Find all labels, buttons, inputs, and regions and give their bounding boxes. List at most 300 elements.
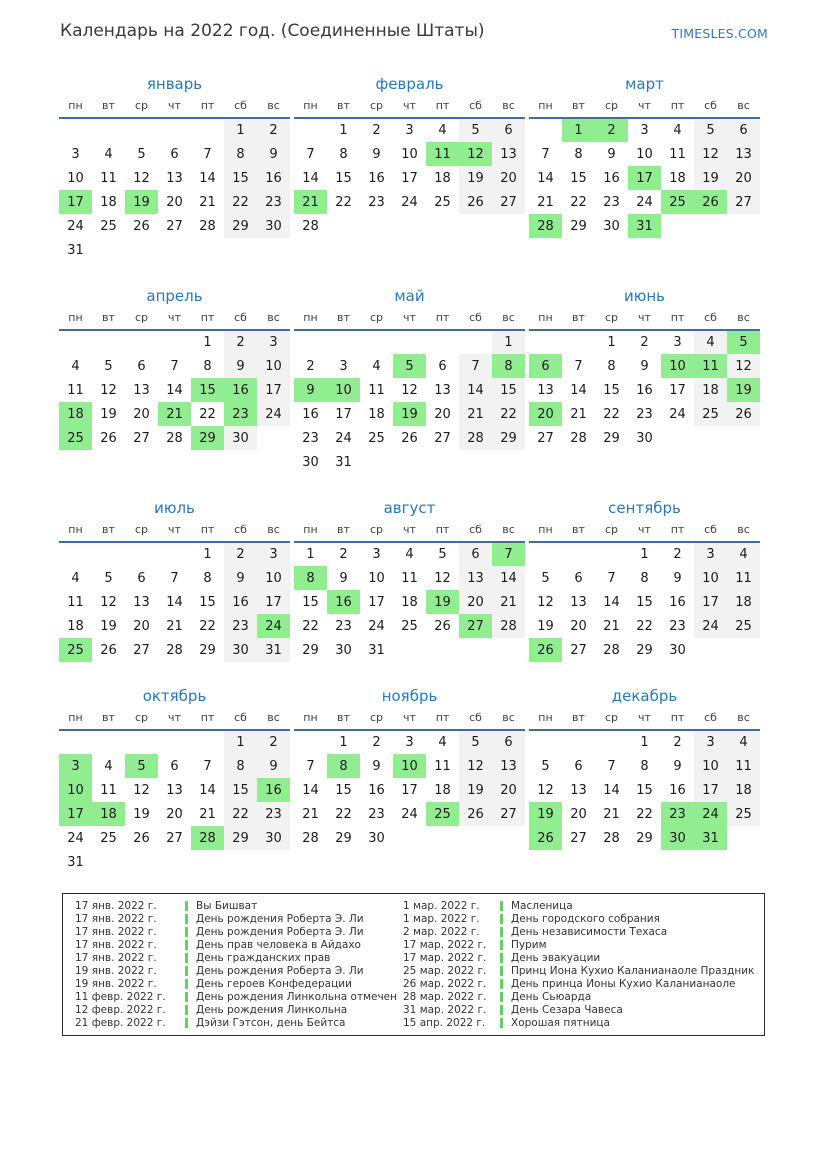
day-cell: 22 (199, 618, 216, 634)
holiday-date: 17 янв. 2022 г. (75, 912, 157, 925)
weekday-header: вс (727, 708, 760, 730)
day-cell: 11 (401, 570, 418, 586)
day-cell: 5 (104, 358, 113, 374)
day-cell: 27 (492, 802, 525, 826)
day-cell: 16 (302, 406, 319, 422)
day-cell: 4 (104, 758, 113, 774)
day-cell: 3 (257, 542, 290, 566)
day-cell: 4 (71, 570, 80, 586)
day-cell: 1 (339, 123, 348, 138)
weekday-header: пн (529, 308, 562, 330)
day-cell: 17 (401, 170, 418, 186)
weekday-header: вт (327, 96, 360, 118)
month-title: ноябрь (381, 687, 438, 705)
weekday-header: пт (426, 96, 459, 118)
weekday-header: ср (360, 308, 393, 330)
day-cell (459, 214, 492, 238)
holiday-row (403, 1016, 764, 1029)
day-cell: 13 (166, 170, 183, 186)
day-cell: 18 (368, 406, 385, 422)
day-cell: 21 (294, 190, 327, 214)
day-cell: 11 (694, 354, 727, 378)
holiday-date: 15 апр. 2022 г. (403, 1016, 486, 1029)
day-cell: 9 (224, 354, 257, 378)
day-cell: 26 (133, 830, 150, 846)
day-cell: 4 (727, 542, 760, 566)
day-cell (59, 118, 92, 142)
day-cell: 24 (67, 830, 84, 846)
holiday-marker-bar (500, 914, 503, 924)
day-cell: 6 (438, 358, 447, 374)
day-cell: 3 (59, 754, 92, 778)
holiday-date: 11 февр. 2022 г. (75, 990, 166, 1003)
day-cell: 4 (104, 146, 113, 162)
day-cell: 8 (640, 758, 649, 774)
weekday-header: ср (595, 308, 628, 330)
day-cell: 14 (199, 170, 216, 186)
day-cell: 11 (434, 758, 451, 774)
day-cell: 24 (694, 802, 727, 826)
day-cell: 8 (339, 146, 348, 162)
day-cell: 12 (537, 594, 554, 610)
day-cell: 3 (405, 735, 414, 750)
day-cell: 10 (257, 566, 290, 590)
day-cell: 13 (492, 142, 525, 166)
day-cell (158, 118, 191, 142)
day-cell: 2 (595, 118, 628, 142)
day-cell (595, 730, 628, 754)
day-cell (661, 426, 694, 450)
day-cell: 27 (727, 190, 760, 214)
day-cell: 6 (574, 570, 583, 586)
day-cell: 25 (434, 194, 451, 210)
holiday-date: 19 янв. 2022 г. (75, 964, 157, 977)
day-cell (92, 238, 125, 262)
day-cell (257, 850, 290, 874)
holidays-column (75, 899, 403, 1030)
weekday-header: вс (492, 708, 525, 730)
weekday-header: вс (492, 308, 525, 330)
day-cell: 3 (339, 358, 348, 374)
day-cell: 19 (426, 590, 459, 614)
day-cell: 24 (694, 614, 727, 638)
day-cell: 3 (257, 330, 290, 354)
day-cell: 30 (335, 642, 352, 658)
weekday-header: вт (562, 96, 595, 118)
holiday-name: Хорошая пятница (511, 1016, 610, 1029)
day-cell: 24 (257, 402, 290, 426)
day-cell: 21 (199, 194, 216, 210)
day-cell: 18 (727, 590, 760, 614)
day-cell: 8 (203, 358, 212, 374)
month-title: август (383, 499, 436, 517)
day-cell: 11 (67, 382, 84, 398)
holiday-name: День независимости Техаса (511, 925, 668, 938)
holiday-row (403, 899, 764, 912)
day-cell: 29 (570, 218, 587, 234)
day-cell: 23 (636, 406, 653, 422)
day-cell: 14 (492, 566, 525, 590)
day-cell: 7 (492, 542, 525, 566)
holiday-row (75, 899, 403, 912)
months-grid (57, 72, 762, 874)
day-cell: 19 (727, 378, 760, 402)
month-grid (529, 708, 760, 850)
weekday-header: вт (92, 708, 125, 730)
day-cell: 3 (694, 542, 727, 566)
day-cell: 28 (302, 218, 319, 234)
day-cell (125, 730, 158, 754)
month-title: февраль (375, 75, 444, 93)
day-cell: 7 (607, 570, 616, 586)
day-cell: 19 (694, 166, 727, 190)
day-cell (125, 542, 158, 566)
day-cell: 19 (133, 806, 150, 822)
holiday-row (75, 951, 403, 964)
day-cell (125, 238, 158, 262)
day-cell: 31 (67, 854, 84, 870)
day-cell: 8 (327, 754, 360, 778)
day-cell: 30 (669, 642, 686, 658)
weekday-header: сб (224, 708, 257, 730)
month-title: сентябрь (608, 499, 681, 517)
day-cell: 28 (166, 430, 183, 446)
day-cell (393, 826, 426, 850)
day-cell: 4 (727, 730, 760, 754)
month-title: январь (146, 75, 203, 93)
day-cell: 25 (100, 830, 117, 846)
day-cell: 5 (541, 758, 550, 774)
day-cell: 31 (628, 214, 661, 238)
weekday-header: вс (257, 96, 290, 118)
day-cell: 2 (306, 358, 315, 374)
day-cell: 6 (170, 758, 179, 774)
day-cell: 28 (166, 642, 183, 658)
day-cell: 22 (570, 194, 587, 210)
weekday-header: ср (360, 96, 393, 118)
holiday-row (403, 964, 764, 977)
weekday-header: пн (294, 308, 327, 330)
day-cell: 15 (335, 170, 352, 186)
day-cell: 7 (574, 358, 583, 374)
day-cell: 20 (434, 406, 451, 422)
day-cell: 13 (133, 382, 150, 398)
weekday-header: вт (562, 520, 595, 542)
weekday-header: пт (426, 708, 459, 730)
holiday-row (75, 912, 403, 925)
day-cell: 14 (166, 382, 183, 398)
weekday-header: вт (92, 96, 125, 118)
day-cell: 7 (203, 146, 212, 162)
day-cell: 1 (339, 735, 348, 750)
day-cell: 8 (640, 570, 649, 586)
day-cell (327, 214, 360, 238)
day-cell: 27 (133, 430, 150, 446)
day-cell (257, 426, 290, 450)
day-cell: 10 (401, 146, 418, 162)
day-cell: 11 (100, 170, 117, 186)
day-cell: 17 (335, 406, 352, 422)
day-cell: 17 (694, 590, 727, 614)
day-cell: 13 (459, 566, 492, 590)
day-cell (191, 118, 224, 142)
holiday-name: День рождения Роберта Э. Ли (196, 925, 364, 938)
day-cell: 27 (133, 642, 150, 658)
day-cell (727, 214, 760, 238)
day-cell: 30 (224, 638, 257, 662)
day-cell (257, 238, 290, 262)
weekday-header: ср (125, 96, 158, 118)
day-cell: 28 (570, 430, 587, 446)
weekday-header: пт (426, 520, 459, 542)
day-cell (426, 214, 459, 238)
day-cell: 24 (669, 406, 686, 422)
day-cell: 30 (257, 214, 290, 238)
day-cell: 29 (191, 426, 224, 450)
day-cell: 14 (166, 594, 183, 610)
day-cell (327, 330, 360, 354)
day-cell: 30 (224, 426, 257, 450)
holiday-date: 12 февр. 2022 г. (75, 1003, 166, 1016)
day-cell: 6 (529, 354, 562, 378)
day-cell: 2 (372, 123, 381, 138)
day-cell (393, 638, 426, 662)
weekday-header: чт (158, 520, 191, 542)
day-cell: 12 (694, 142, 727, 166)
day-cell: 27 (570, 830, 587, 846)
day-cell: 11 (669, 146, 686, 162)
day-cell: 12 (100, 594, 117, 610)
day-cell: 19 (537, 618, 554, 634)
holiday-marker-bar (185, 940, 188, 950)
day-cell: 8 (607, 358, 616, 374)
day-cell: 9 (372, 758, 381, 774)
weekday-header: вс (257, 708, 290, 730)
weekday-header: чт (628, 308, 661, 330)
day-cell: 7 (541, 146, 550, 162)
month-grid (294, 520, 525, 662)
holiday-marker-bar (185, 953, 188, 963)
day-cell: 23 (335, 618, 352, 634)
day-cell (158, 730, 191, 754)
holiday-marker-bar (500, 1005, 503, 1015)
weekday-header: ср (360, 708, 393, 730)
holiday-date: 1 мар. 2022 г. (403, 899, 480, 912)
day-cell: 31 (257, 638, 290, 662)
day-cell (529, 118, 562, 142)
weekday-header: чт (393, 520, 426, 542)
day-cell: 29 (199, 642, 216, 658)
day-cell (459, 638, 492, 662)
weekday-header: вс (492, 96, 525, 118)
holiday-name: День прав человека в Айдахо (196, 938, 361, 951)
day-cell: 17 (257, 590, 290, 614)
day-cell (727, 826, 760, 850)
day-cell: 25 (59, 638, 92, 662)
day-cell: 28 (603, 642, 620, 658)
day-cell: 8 (294, 566, 327, 590)
holiday-date: 2 мар. 2022 г. (403, 925, 480, 938)
day-cell: 23 (257, 802, 290, 826)
day-cell: 27 (434, 430, 451, 446)
day-cell: 27 (166, 830, 183, 846)
day-cell: 31 (335, 454, 352, 470)
day-cell: 6 (137, 358, 146, 374)
day-cell: 26 (694, 190, 727, 214)
weekday-header: вт (327, 520, 360, 542)
day-cell: 29 (603, 430, 620, 446)
day-cell: 20 (459, 590, 492, 614)
day-cell: 19 (393, 402, 426, 426)
day-cell: 26 (100, 430, 117, 446)
day-cell: 20 (492, 778, 525, 802)
holiday-row (75, 1003, 403, 1016)
weekday-header: чт (158, 708, 191, 730)
holidays-box (62, 893, 765, 1036)
month-grid (294, 308, 525, 474)
day-cell: 2 (257, 730, 290, 754)
day-cell: 19 (100, 406, 117, 422)
day-cell: 16 (669, 594, 686, 610)
day-cell: 24 (257, 614, 290, 638)
day-cell: 25 (727, 802, 760, 826)
day-cell: 17 (59, 190, 92, 214)
day-cell (360, 330, 393, 354)
day-cell: 29 (224, 826, 257, 850)
day-cell (492, 638, 525, 662)
weekday-header: чт (393, 308, 426, 330)
day-cell: 5 (459, 730, 492, 754)
day-cell: 20 (529, 402, 562, 426)
day-cell: 25 (426, 802, 459, 826)
day-cell: 3 (694, 730, 727, 754)
weekday-header: пт (191, 96, 224, 118)
day-cell: 21 (537, 194, 554, 210)
day-cell: 16 (327, 590, 360, 614)
holiday-date: 17 мар. 2022 г. (403, 951, 487, 964)
day-cell (393, 330, 426, 354)
weekday-header: ср (595, 708, 628, 730)
day-cell: 9 (607, 146, 616, 162)
day-cell (426, 826, 459, 850)
day-cell: 24 (368, 618, 385, 634)
day-cell: 7 (170, 358, 179, 374)
month-calendar (57, 72, 292, 262)
holiday-name: Вы Бишват (196, 899, 258, 912)
holiday-date: 19 янв. 2022 г. (75, 977, 157, 990)
holiday-name: Масленица (511, 899, 573, 912)
weekday-header: чт (158, 308, 191, 330)
day-cell (360, 214, 393, 238)
day-cell: 22 (302, 618, 319, 634)
day-cell (191, 850, 224, 874)
day-cell: 10 (67, 170, 84, 186)
day-cell (661, 214, 694, 238)
day-cell: 25 (727, 614, 760, 638)
day-cell: 5 (393, 354, 426, 378)
day-cell: 15 (302, 594, 319, 610)
day-cell: 25 (100, 218, 117, 234)
month-grid (59, 308, 290, 450)
day-cell: 23 (224, 614, 257, 638)
day-cell (294, 730, 327, 754)
month-calendar (57, 284, 292, 450)
day-cell: 3 (71, 146, 80, 162)
month-grid (294, 96, 525, 238)
weekday-header: пт (661, 520, 694, 542)
day-cell: 22 (636, 806, 653, 822)
holiday-marker-bar (185, 914, 188, 924)
weekday-header: пт (191, 520, 224, 542)
day-cell: 6 (459, 542, 492, 566)
day-cell: 5 (125, 754, 158, 778)
day-cell (59, 730, 92, 754)
month-calendar (527, 284, 762, 450)
day-cell: 12 (459, 142, 492, 166)
day-cell: 1 (224, 118, 257, 142)
day-cell: 28 (529, 214, 562, 238)
day-cell: 2 (673, 735, 682, 750)
day-cell: 15 (636, 594, 653, 610)
day-cell: 20 (570, 618, 587, 634)
holiday-date: 21 февр. 2022 г. (75, 1016, 166, 1029)
holidays-column (403, 899, 764, 1030)
day-cell: 11 (368, 382, 385, 398)
day-cell: 15 (636, 782, 653, 798)
holiday-row (403, 912, 764, 925)
day-cell: 9 (673, 758, 682, 774)
day-cell: 22 (335, 194, 352, 210)
holiday-date: 26 мар. 2022 г. (403, 977, 487, 990)
holiday-marker-bar (500, 953, 503, 963)
holiday-row (403, 925, 764, 938)
day-cell (191, 730, 224, 754)
holiday-name: День рождения Линкольна отмечен (196, 990, 398, 1003)
day-cell: 21 (302, 806, 319, 822)
weekday-header: вт (327, 308, 360, 330)
day-cell: 26 (100, 642, 117, 658)
day-cell: 17 (401, 782, 418, 798)
day-cell: 23 (224, 402, 257, 426)
day-cell: 1 (203, 547, 212, 562)
weekday-header: чт (393, 96, 426, 118)
day-cell: 21 (199, 806, 216, 822)
day-cell: 26 (401, 430, 418, 446)
weekday-header: пт (661, 308, 694, 330)
weekday-header: ср (125, 308, 158, 330)
day-cell: 31 (67, 242, 84, 258)
holiday-name: День рождения Линкольна (196, 1003, 348, 1016)
day-cell: 21 (166, 618, 183, 634)
holiday-marker-bar (185, 927, 188, 937)
day-cell: 23 (368, 806, 385, 822)
day-cell (125, 850, 158, 874)
holiday-row (75, 977, 403, 990)
day-cell: 2 (224, 542, 257, 566)
day-cell: 22 (199, 406, 216, 422)
site-link[interactable]: TIMESLES.COM (671, 26, 768, 41)
holiday-name: День героев Конфедерации (196, 977, 352, 990)
day-cell: 2 (339, 547, 348, 562)
weekday-header: сб (694, 308, 727, 330)
day-cell: 14 (537, 170, 554, 186)
day-cell: 31 (694, 826, 727, 850)
day-cell: 23 (302, 430, 319, 446)
weekday-header: вт (327, 708, 360, 730)
holiday-name: День Сезара Чавеса (511, 1003, 623, 1016)
day-cell: 16 (603, 170, 620, 186)
day-cell: 5 (137, 146, 146, 162)
